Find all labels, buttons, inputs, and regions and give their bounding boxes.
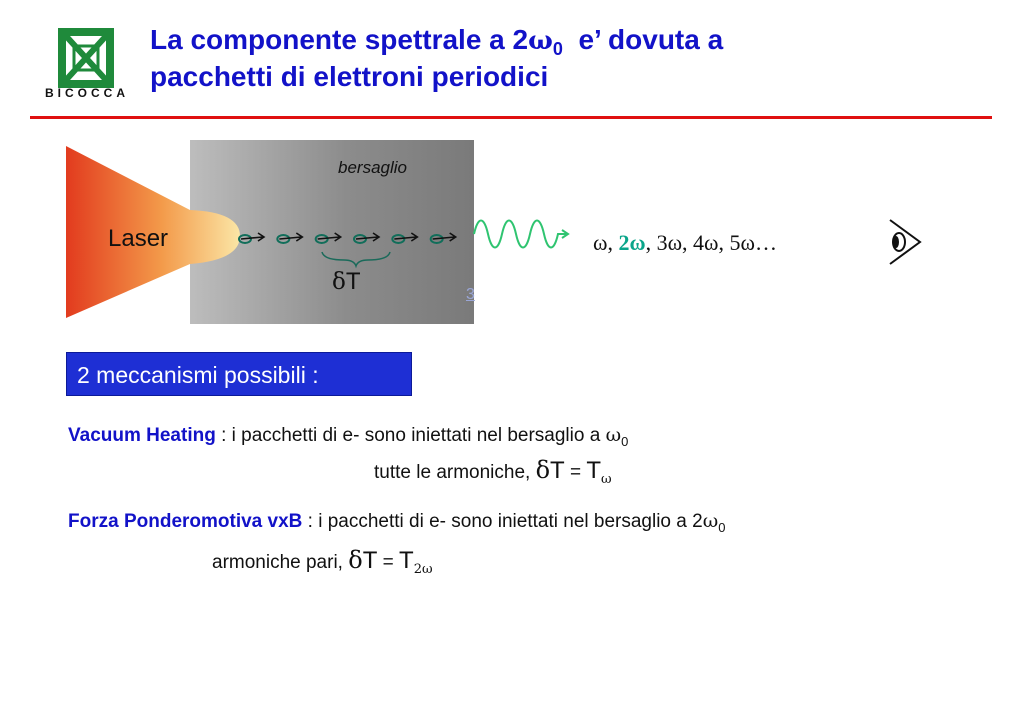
vacuum-heating-sub: 0 bbox=[621, 434, 629, 449]
electron-arrow-icon bbox=[277, 233, 302, 243]
ponderomotive-eq: = bbox=[377, 552, 400, 573]
ponderomotive-sub: 0 bbox=[718, 520, 726, 535]
delta-t-label bbox=[332, 268, 361, 296]
title-suffix: e’ dovuta a bbox=[562, 24, 724, 55]
vacuum-heating-delta: δ bbox=[535, 456, 551, 484]
electron-arrow-icon bbox=[239, 233, 264, 243]
ghost-link[interactable]: 3 bbox=[466, 286, 475, 303]
mechanisms-box: 2 meccanismi possibili : bbox=[66, 352, 412, 396]
harmonic-2: 2ω bbox=[618, 230, 646, 255]
emitted-wave bbox=[470, 212, 580, 256]
title-line-1 bbox=[150, 26, 970, 63]
logo-wordmark: BICOCCA bbox=[45, 86, 129, 100]
laser-label: Laser bbox=[108, 225, 169, 252]
ponderomotive-t: T bbox=[362, 547, 378, 574]
vacuum-heating-line bbox=[68, 424, 628, 449]
vacuum-heating-result-text: tutte le armoniche, bbox=[374, 462, 536, 483]
vacuum-heating-t: T bbox=[550, 457, 565, 484]
ponderomotive-line bbox=[68, 510, 725, 535]
eye-icon bbox=[884, 214, 924, 268]
vacuum-heating-period: T bbox=[586, 457, 602, 484]
ponderomotive-title: Forza Ponderomotiva vxB bbox=[68, 511, 303, 532]
ponderomotive-omega: ω bbox=[702, 510, 719, 532]
electron-arrow-icon bbox=[354, 233, 379, 243]
vacuum-heating-eq: = bbox=[564, 462, 587, 483]
title-line-2: pacchetti di elettroni periodici bbox=[150, 61, 549, 92]
title-divider bbox=[30, 116, 992, 119]
harmonic-1: ω, bbox=[593, 230, 619, 255]
delta-t-letter: T bbox=[345, 268, 361, 295]
electron-arrow-icon bbox=[392, 233, 417, 243]
ponderomotive-delta: δ bbox=[348, 546, 363, 574]
harmonic-rest: , 3ω, 4ω, 5ω… bbox=[645, 230, 778, 255]
vacuum-heating-period-sub: ω bbox=[601, 472, 612, 487]
title-prefix: La componente spettrale a 2 bbox=[150, 24, 529, 55]
ponderomotive-result-text: armoniche pari, bbox=[212, 552, 349, 573]
target-label: bersaglio bbox=[338, 158, 407, 177]
ponderomotive-period-sub: 2ω bbox=[413, 562, 433, 577]
electron-arrow-icon bbox=[316, 233, 341, 243]
slide-title bbox=[150, 26, 970, 91]
vacuum-heating-omega: ω bbox=[605, 424, 622, 446]
vacuum-heating-result bbox=[374, 456, 612, 487]
vacuum-heating-title: Vacuum Heating bbox=[68, 425, 216, 446]
ponderomotive-text: : i pacchetti di e- sono iniettati nel bersaglio a 2 bbox=[302, 511, 703, 532]
delta-symbol: δ bbox=[332, 269, 346, 295]
electron-arrow-icon bbox=[431, 233, 456, 243]
ponderomotive-result bbox=[212, 546, 433, 577]
delta-t-bracket bbox=[322, 252, 390, 266]
ponderomotive-period: T bbox=[399, 547, 414, 574]
title-omega: ω bbox=[528, 26, 553, 56]
harmonics-list bbox=[593, 230, 777, 256]
electron-bunches bbox=[235, 226, 465, 250]
vacuum-heating-text: : i pacchetti di e- sono iniettati nel bersaglio a bbox=[215, 425, 606, 446]
title-subscript: 0 bbox=[552, 39, 563, 59]
